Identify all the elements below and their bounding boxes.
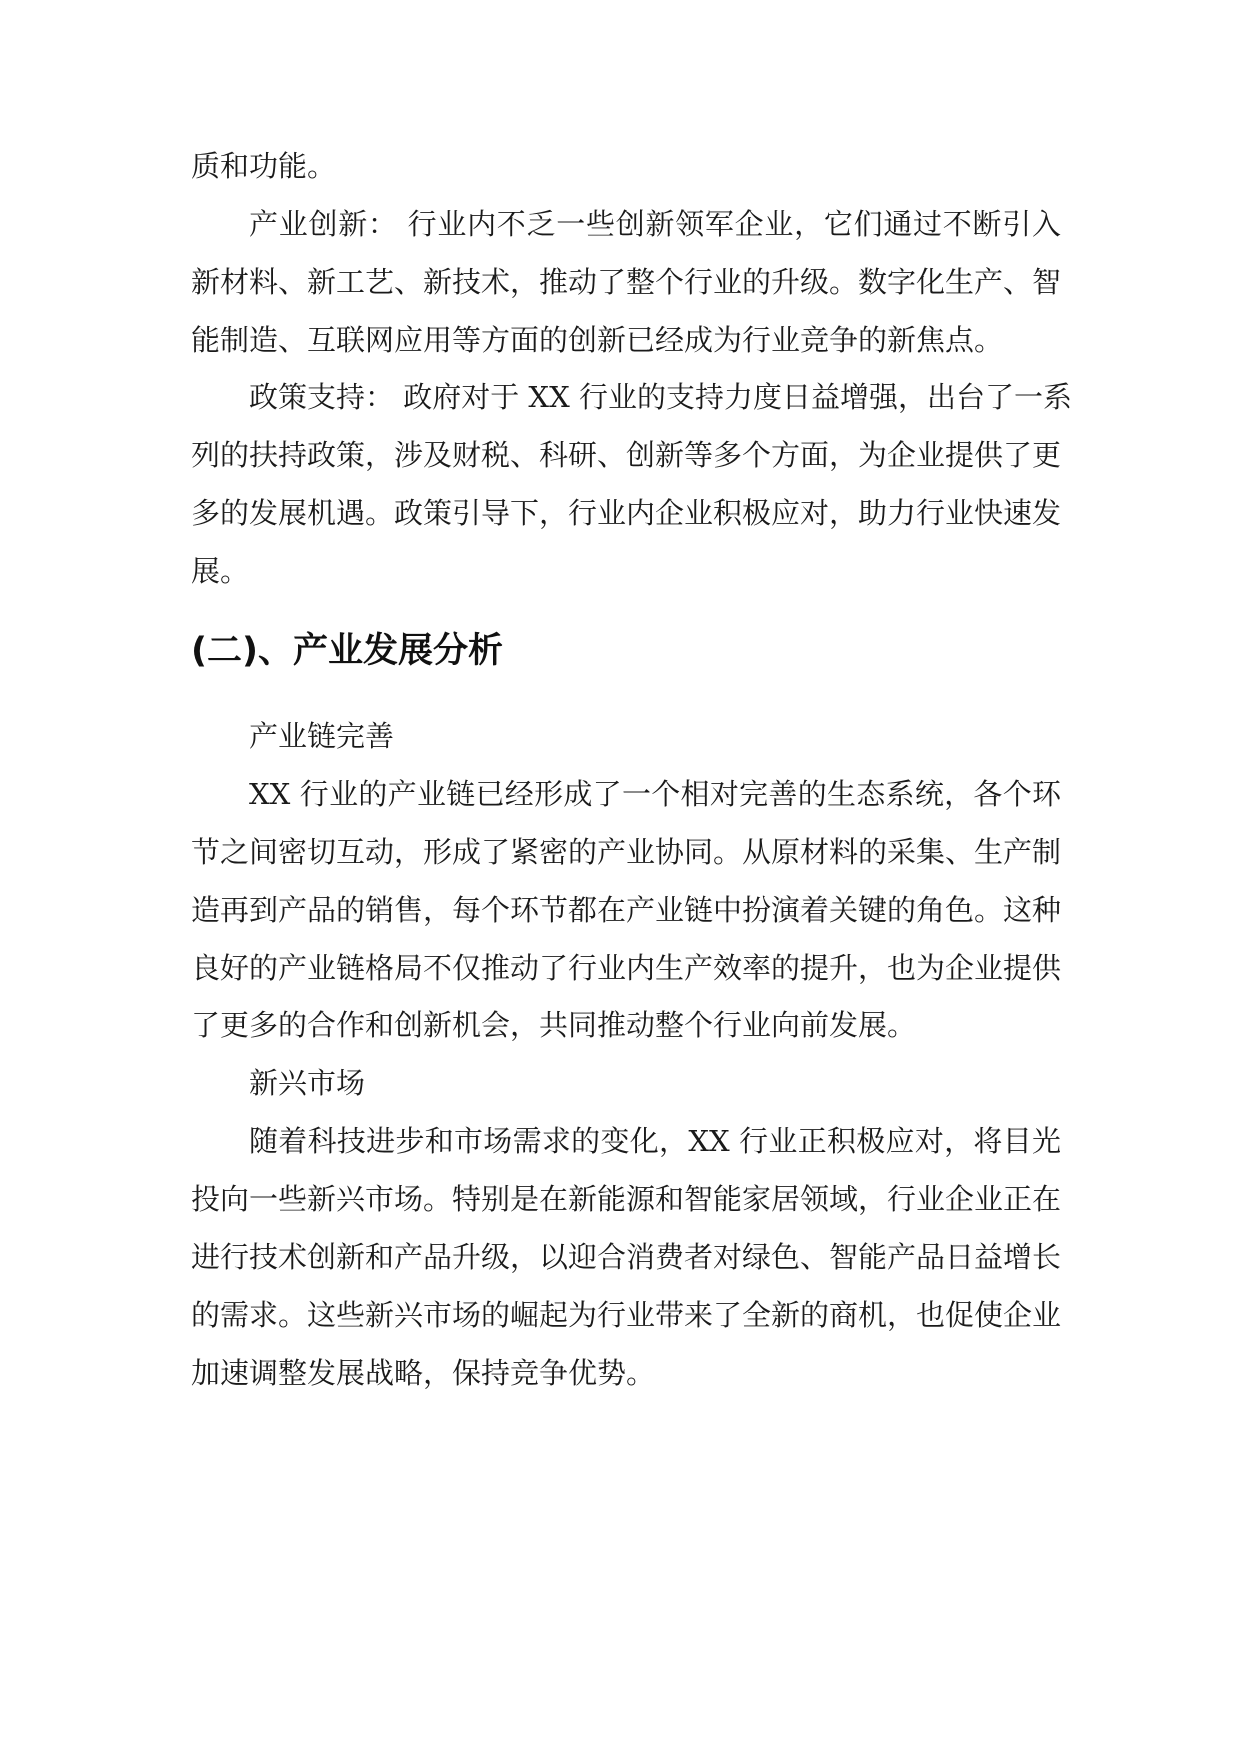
paragraph-line: 节之间密切互动，形成了紧密的产业协同。从原材料的采集、生产制 <box>191 835 1062 869</box>
paragraph-line: 进行技术创新和产品升级，以迎合消费者对绿色、智能产品日益增长 <box>191 1240 1062 1274</box>
paragraph-line: 加速调整发展战略，保持竞争优势。 <box>191 1356 656 1390</box>
paragraph-line: XX 行业的产业链已经形成了一个相对完善的生态系统，各个环 <box>249 777 1061 811</box>
paragraph-line: 能制造、互联网应用等方面的创新已经成为行业竞争的新焦点。 <box>191 323 1004 357</box>
section-heading: (二)、产业发展分析 <box>191 631 503 671</box>
paragraph-line: 多的发展机遇。政策引导下，行业内企业积极应对，助力行业快速发 <box>191 496 1062 530</box>
paragraph-line: 的需求。这些新兴市场的崛起为行业带来了全新的商机，也促使企业 <box>191 1298 1062 1332</box>
paragraph-line: 良好的产业链格局不仅推动了行业内生产效率的提升，也为企业提供 <box>191 951 1062 985</box>
paragraph-line: 造再到产品的销售，每个环节都在产业链中扮演着关键的角色。这种 <box>191 893 1062 927</box>
paragraph-line: 随着科技进步和市场需求的变化，XX 行业正积极应对，将目光 <box>249 1124 1061 1158</box>
paragraph-line: 了更多的合作和创新机会，共同推动整个行业向前发展。 <box>191 1008 917 1042</box>
paragraph-line: 展。 <box>191 554 250 588</box>
paragraph-line: 列的扶持政策，涉及财税、科研、创新等多个方面，为企业提供了更 <box>191 438 1062 472</box>
paragraph-line: 产业创新： 行业内不乏一些创新领军企业，它们通过不断引入 <box>249 207 1061 241</box>
subheading: 新兴市场 <box>249 1066 366 1100</box>
subheading: 产业链完善 <box>249 719 395 753</box>
paragraph-line: 投向一些新兴市场。特别是在新能源和智能家居领域，行业企业正在 <box>191 1182 1062 1216</box>
paragraph-line: 新材料、新工艺、新技术，推动了整个行业的升级。数字化生产、智 <box>191 265 1062 299</box>
paragraph-line: 质和功能。 <box>191 149 337 183</box>
paragraph-line: 政策支持： 政府对于 XX 行业的支持力度日益增强，出台了一系 <box>249 380 1072 414</box>
